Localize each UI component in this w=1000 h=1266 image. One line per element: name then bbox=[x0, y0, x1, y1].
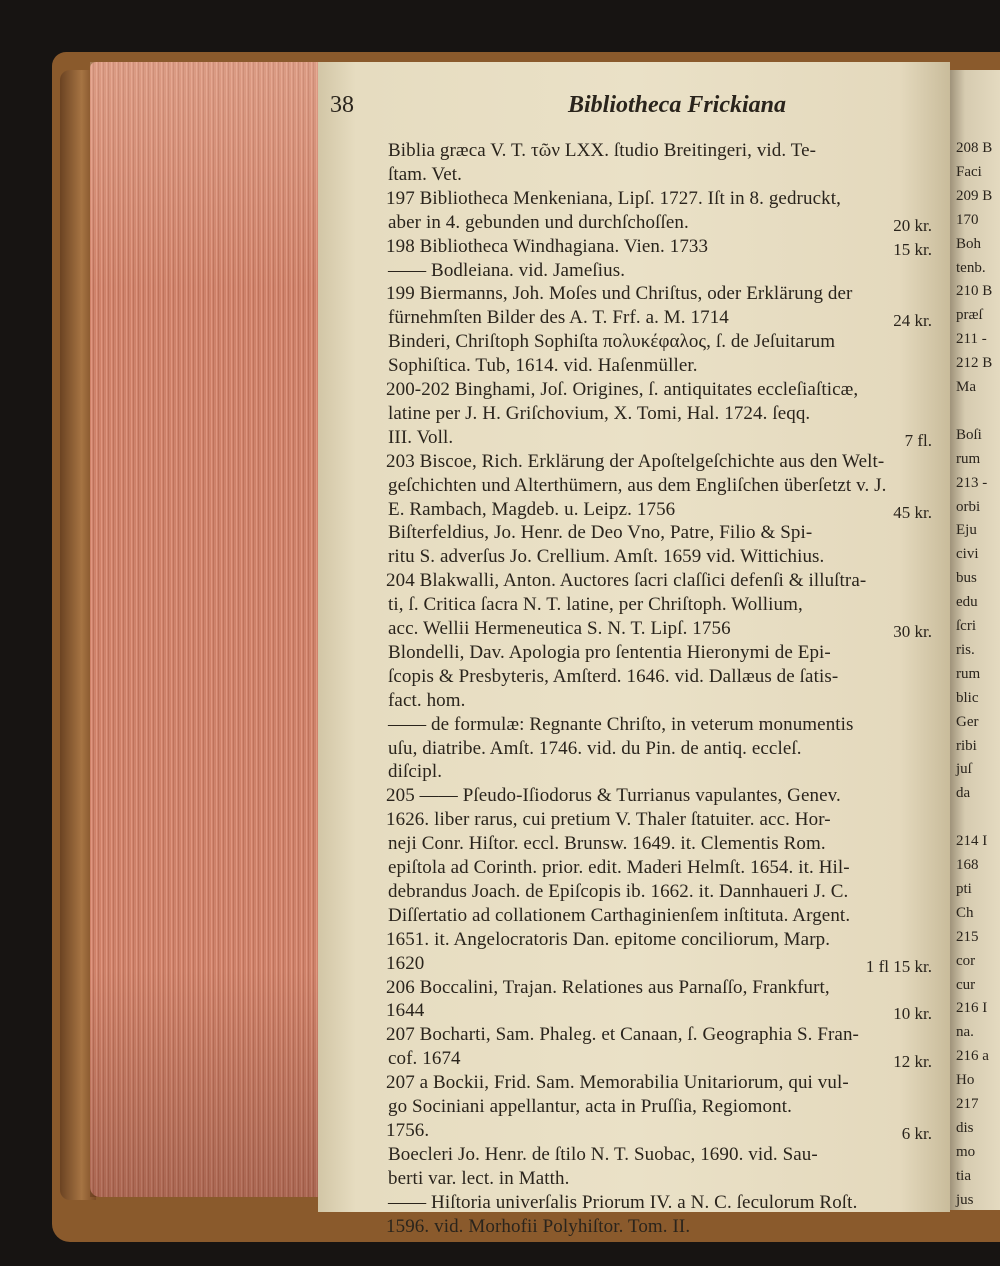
text-line: Diſſertatio ad collationem Carthaginienſem inſtituta. Argent. bbox=[388, 904, 851, 926]
text-line: 1596. vid. Morhofii Polyhiſtor. Tom. II. bbox=[386, 1215, 691, 1237]
facing-text-line: Boh bbox=[956, 235, 982, 252]
facing-text-line: edu bbox=[956, 594, 978, 611]
facing-text-line: pti bbox=[956, 880, 972, 897]
text-line: latine per J. H. Griſchovium, X. Tomi, Hal. 1724. ſeqq. bbox=[388, 402, 811, 424]
facing-text-line: Faci bbox=[956, 163, 982, 180]
text-line: berti var. lect. in Matth. bbox=[388, 1167, 570, 1189]
facing-text-line: 210 B bbox=[956, 283, 993, 300]
price-label: 30 kr. bbox=[893, 622, 932, 641]
text-line: —— Bodleiana. vid. Jameſius. bbox=[388, 259, 626, 281]
facing-text-line: mo bbox=[956, 1143, 976, 1160]
facing-text-line: præſ bbox=[956, 307, 983, 324]
facing-text-line: ribi bbox=[956, 737, 977, 754]
left-page bbox=[318, 62, 950, 1237]
facing-text-line: tenb. bbox=[956, 259, 986, 276]
facing-text-line: 217 bbox=[956, 1096, 979, 1112]
facing-text-line: cor bbox=[956, 952, 976, 969]
facing-text-line: 214 I bbox=[956, 833, 988, 850]
text-line: 1626. liber rarus, cui pretium V. Thaler ſtatuiter. acc. Hor- bbox=[386, 809, 831, 831]
facing-text-line: jus bbox=[956, 1191, 974, 1208]
text-line: aber in 4. gebunden und durchſchoſſen. bbox=[388, 211, 689, 233]
text-line: fürnehmſten Bilder des A. T. Frf. a. M. 1714 bbox=[388, 307, 729, 329]
facing-text-line: rum bbox=[956, 450, 981, 467]
facing-text-line: civi bbox=[956, 546, 979, 563]
facing-text-line: Boſi bbox=[956, 426, 982, 443]
text-line: cof. 1674 bbox=[388, 1048, 461, 1070]
text-line: 1756. bbox=[386, 1119, 430, 1141]
facing-text-line: Ch bbox=[956, 904, 974, 921]
facing-text-line: Ma bbox=[956, 379, 976, 395]
text-line: ti, ſ. Critica ſacra N. T. latine, per Chriſtoph. Wollium, bbox=[388, 594, 803, 616]
facing-text-line: orbi bbox=[956, 498, 981, 515]
text-line: debrandus Joach. de Epiſcopis ib. 1662. it. Dannhaueri J. C. bbox=[388, 880, 849, 902]
price-label: 10 kr. bbox=[893, 1004, 932, 1024]
page-edges bbox=[90, 62, 322, 1197]
facing-text-line: 168 bbox=[956, 857, 979, 873]
facing-text-line: 170 bbox=[956, 211, 979, 228]
facing-text-line: ſcri bbox=[956, 618, 976, 634]
text-line: Binderi, Chriſtoph Sophiſta πολυκέφαλος, ſ. de Jeſuitarum bbox=[388, 331, 836, 353]
price-label: 45 kr. bbox=[893, 502, 932, 522]
facing-text-line: da bbox=[956, 785, 971, 802]
facing-text-line: cur bbox=[956, 976, 976, 993]
facing-text-line: 216 a bbox=[956, 1048, 989, 1065]
text-line: ritu S. adverſus Jo. Crellium. Amſt. 1659 vid. Wittichius. bbox=[388, 546, 825, 568]
text-line: 198 Bibliotheca Windhagiana. Vien. 1733 bbox=[386, 235, 709, 257]
facing-text-line: Eju bbox=[956, 522, 977, 539]
price-label: 12 kr. bbox=[893, 1052, 932, 1072]
facing-text-line: dis bbox=[956, 1119, 974, 1136]
facing-text-line: 215 bbox=[956, 928, 979, 945]
text-line: 200-202 Binghami, Joſ. Origines, ſ. antiquitates eccleſiaſticæ, bbox=[386, 379, 859, 400]
text-line: uſu, diatribe. Amſt. 1746. vid. du Pin. de antiq. eccleſ. bbox=[388, 737, 802, 759]
text-line: Boecleri Jo. Henr. de ſtilo N. T. Suobac, 1690. vid. Sau- bbox=[388, 1143, 818, 1165]
facing-text-line: bus bbox=[956, 570, 977, 587]
text-line: go Sociniani appellantur, acta in Pruſſia, Regiomont. bbox=[388, 1096, 792, 1117]
facing-text-line: na. bbox=[956, 1024, 974, 1041]
facing-text-line: juſ bbox=[956, 761, 972, 778]
text-line: Sophiſtica. Tub, 1614. vid. Haſenmüller. bbox=[388, 355, 698, 377]
text-line: diſcipl. bbox=[388, 761, 443, 783]
text-line: E. Rambach, Magdeb. u. Leipz. 1756 bbox=[388, 498, 676, 520]
price-label: 6 kr. bbox=[901, 1123, 932, 1143]
facing-text-line: rum bbox=[956, 665, 981, 682]
price-label: 7 fl. bbox=[904, 430, 932, 450]
text-line: 199 Biermanns, Joh. Moſes und Chriſtus, oder Erklärung der bbox=[386, 283, 853, 305]
text-line: 204 Blakwalli, Anton. Auctores ſacri claſſici defenſi & illuſtra- bbox=[386, 570, 867, 592]
page-number: 38 bbox=[330, 92, 354, 118]
page-header bbox=[318, 92, 950, 122]
text-line: 207 a Bockii, Frid. Sam. Memorabilia Unitariorum, qui vul- bbox=[386, 1072, 849, 1094]
text-line: 1620 bbox=[386, 952, 425, 974]
facing-text-line: 211 - bbox=[956, 331, 987, 348]
facing-text-line: tia bbox=[956, 1167, 971, 1184]
text-line: geſchichten und Alterthümern, aus dem Engliſchen überſetzt v. J. bbox=[388, 474, 887, 496]
facing-text-line: ris. bbox=[956, 641, 975, 658]
facing-text-line: Ho bbox=[956, 1072, 975, 1089]
text-line: 1644 bbox=[386, 1000, 425, 1022]
text-line: III. Voll. bbox=[388, 426, 454, 448]
facing-text-line: Ger bbox=[956, 713, 979, 730]
running-title: Bibliotheca Frickiana bbox=[568, 92, 787, 118]
facing-text-line: 216 I bbox=[956, 1000, 988, 1017]
text-line: ſtam. Vet. bbox=[388, 163, 463, 185]
text-line: 207 Bocharti, Sam. Phaleg. et Canaan, ſ. Geographia S. Fran- bbox=[386, 1024, 859, 1046]
text-line: Blondelli, Dav. Apologia pro ſententia Hieronymi de Epi- bbox=[388, 641, 831, 663]
text-line: fact. hom. bbox=[388, 689, 466, 711]
price-label: 15 kr. bbox=[893, 239, 932, 259]
price-label: 1 fl 15 kr. bbox=[865, 956, 932, 976]
price-label: 24 kr. bbox=[893, 311, 932, 331]
facing-text-line: 208 B bbox=[956, 140, 993, 156]
text-line: epiſtola ad Corinth. prior. edit. Maderi Helmſt. 1654. it. Hil- bbox=[388, 857, 850, 878]
price-label: 20 kr. bbox=[893, 215, 932, 235]
text-line: 197 Bibliotheca Menkeniana, Lipſ. 1727. Iſt in 8. gedruckt, bbox=[386, 187, 841, 209]
text-line: 205 —— Pſeudo-Iſiodorus & Turrianus vapulantes, Genev. bbox=[386, 785, 841, 807]
facing-text-line: 212 B bbox=[956, 355, 993, 372]
text-line: 1651. it. Angelocratoris Dan. epitome conciliorum, Marp. bbox=[386, 928, 831, 950]
text-line: —— Hiſtoria univerſalis Priorum IV. a N. C. ſeculorum Roſt. bbox=[388, 1191, 858, 1213]
text-line: Biſterfeldius, Jo. Henr. de Deo Vno, Patre, Filio & Spi- bbox=[388, 522, 813, 544]
text-line: acc. Wellii Hermeneutica S. N. T. Lipſ. 1756 bbox=[388, 618, 731, 639]
text-line: 203 Biscoe, Rich. Erklärung der Apoſtelgeſchichte aus den Welt- bbox=[386, 450, 885, 472]
facing-text-line: blic bbox=[956, 689, 979, 706]
text-line: Biblia græca V. T. τῶν LXX. ſtudio Breitingeri, vid. Te- bbox=[388, 140, 817, 161]
text-line: —— de formulæ: Regnante Chriſto, in veterum monumentis bbox=[388, 713, 854, 735]
facing-text-line: 209 B bbox=[956, 187, 993, 204]
text-line: neji Conr. Hiſtor. eccl. Brunsw. 1649. it. Clementis Rom. bbox=[388, 833, 826, 855]
facing-text-line: 213 - bbox=[956, 474, 988, 491]
text-line: ſcopis & Presbyteris, Amſterd. 1646. vid. Dallæus de ſatis- bbox=[388, 665, 839, 687]
text-line: 206 Boccalini, Trajan. Relationes aus Parnaſſo, Frankfurt, bbox=[386, 976, 830, 998]
facing-page bbox=[950, 70, 1000, 1210]
